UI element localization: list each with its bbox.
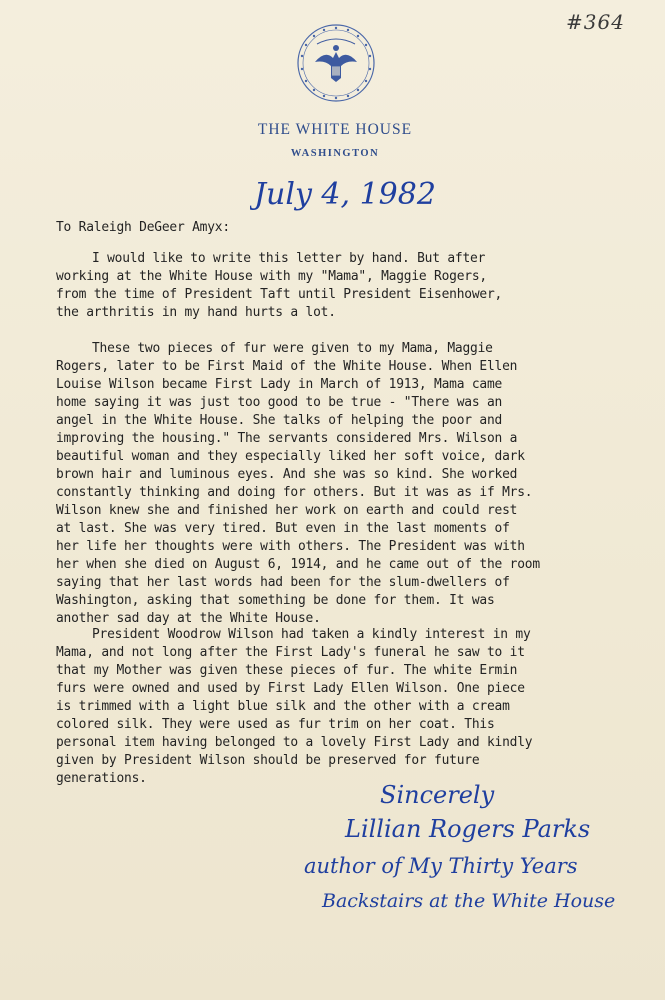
svg-text:July 4, 1982: July 4, 1982: [254, 177, 436, 212]
signature-line-2: Backstairs at the White House: [322, 890, 616, 912]
letterhead-location: WASHINGTON: [290, 148, 380, 159]
presidential-seal-icon: [295, 22, 377, 104]
signature-closing: Sincerely: [380, 781, 495, 809]
signature-line-1: author of My Thirty Years: [304, 854, 578, 878]
handwritten-signature: [300, 775, 645, 920]
archive-number: #364: [566, 10, 625, 34]
paragraph-3: President Woodrow Wilson had taken a kindly interest in my Mama, and not long after the First Lady's funeral he saw to it that my Mother was given these pieces of fur. The white Ermin furs were owned and used by First Lady Ellen Wilson. One piece is trimmed with a light blue silk and the other with a cream colored silk. They were used as fur trim on her coat. This personal item having belonged to a lovely First Lady and kindly given by President Wilson should be preserved for future generations.: [56, 627, 533, 786]
letterhead-title: THE WHITE HOUSE: [257, 121, 413, 138]
paragraph-2: These two pieces of fur were given to my Mama, Maggie Rogers, later to be First Maid of the White House. When Ellen Louise Wilson became First Lady in March of 1913, Mama came home saying it was just too good to be true - "There was an angel in the White House. She talks of helping the poor and improving the housing." The servants considered Mrs. Wilson a beautiful woman and they especially liked her soft voice, dark brown hair and luminous eyes. And she was so kind. She worked constantly thinking and doing for others. But it was as if Mrs. Wilson knew she and finished her work on earth and could rest at last. She was very tired. But even in the last moments of her life her thoughts were with others. The President was with her when she died on August 6, 1914, and he came out of the room saying that her last words had been for the slum-dwellers of Washington, asking that something be done for them. It was another sad day at the White House.: [56, 341, 540, 626]
handwritten-date: [250, 170, 440, 220]
salutation: To Raleigh DeGeer Amyx:: [56, 220, 230, 235]
signature-name: Lillian Rogers Parks: [345, 815, 591, 843]
paragraph-1: I would like to write this letter by hand. But after working at the White House with my "Mama", Maggie Rogers, from the time of President Taft until President Eisenhower, the arthritis in my hand hurts a lot.: [56, 251, 503, 320]
